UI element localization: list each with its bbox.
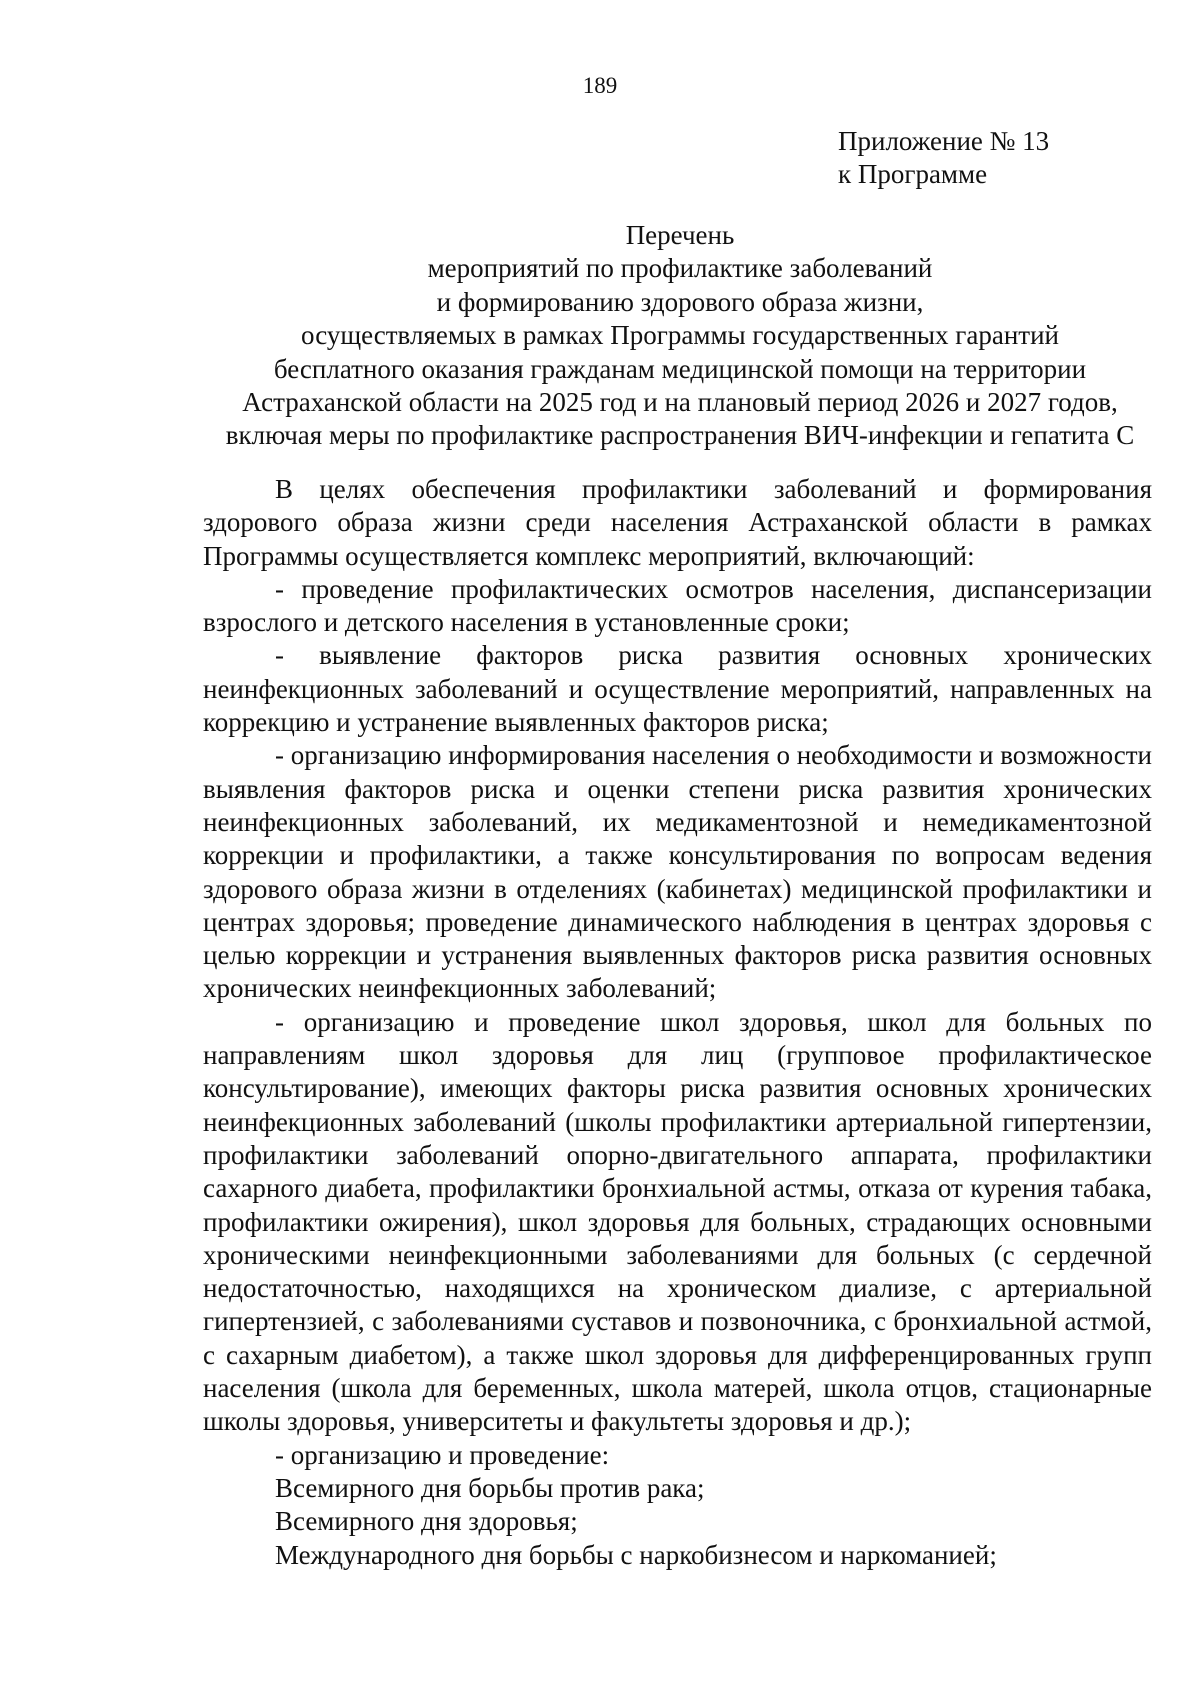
appendix-program: к Программе <box>838 159 988 189</box>
measure-item: - выявление факторов риска развития основных хронических неинфекционных заболеваний и осуществление мероприятий, направленных на коррекцию и устранение выявленных факторов риска; <box>203 640 1152 738</box>
event-item: Всемирного дня борьбы против рака; <box>275 1472 705 1503</box>
page-number: 189 <box>582 73 618 98</box>
heading-line: мероприятий по профилактике заболеваний <box>427 253 933 284</box>
heading-line: включая меры по профилактике распространения ВИЧ-инфекции и гепатита С <box>225 420 1135 451</box>
document-heading <box>200 219 1160 453</box>
heading-title: Перечень <box>625 220 735 250</box>
intro-paragraph: В целях обеспечения профилактики заболеваний и формирования здорового образа жизни среди населения Астраханской области в рамках Программы осуществляется комплекс мероприятий, включающий: <box>203 474 1152 571</box>
heading-line: и формированию здорового образа жизни, <box>436 286 924 317</box>
event-item: Всемирного дня здоровья; <box>275 1506 578 1537</box>
heading-line: осуществляемых в рамках Программы государственных гарантий <box>301 320 1059 351</box>
event-item: Международного дня борьбы с наркобизнесом и наркоманией; <box>275 1539 997 1570</box>
measure-item: - организацию и проведение школ здоровья, школ для больных по направлениям школ здоровья для лиц (групповое профилактическое консультирование), имеющих факторы риска развития основных хронических неинфекционных заболеваний (школы профилактики артериальной гипертензии, профилактики заболеваний опорно-двигательного аппарата, профилактики сахарного диабета, профилактики бронхиальной астмы, отказа от курения табака, профилактики ожирения), школ здоровья для больных, страдающих основными хроническими неинфекционными заболеваниями для больных (с сердечной недостаточностью, находящихся на хроническом диализе, с артериальной гипертензией, с заболеваниями суставов и позвоночника, с бронхиальной астмой, с сахарным диабетом), а также школ здоровья для дифференцированных групп населения (школа для беременных, школа матерей, школа отцов, стационарные школы здоровья, университеты и факультеты здоровья и др.); <box>203 1006 1152 1437</box>
measure-item: - проведение профилактических осмотров населения, диспансеризации взрослого и детского населения в установленные сроки; <box>203 573 1152 638</box>
appendix-reference <box>838 125 1049 191</box>
heading-line: бесплатного оказания гражданам медицинской помощи на территории <box>273 353 1087 384</box>
measure-item: - организацию информирования населения о необходимости и возможности выявления факторов риска и оценки степени риска развития хронических неинфекционных заболеваний, их медикаментозной и немедикаментозной коррекции и профилактики, а также консультирования по вопросам ведения здорового образа жизни в отделениях (кабинетах) медицинской профилактики и центрах здоровья; проведение динамического наблюдения в центрах здоровья с целью коррекции и устранения выявленных факторов риска развития основных хронических неинфекционных заболеваний; <box>203 740 1152 1004</box>
heading-line: Астраханской области на 2025 год и на плановый период 2026 и 2027 годов, <box>242 387 1118 418</box>
document-body <box>203 473 1152 1572</box>
measure-item: - организацию и проведение: <box>275 1439 610 1470</box>
appendix-number: Приложение № 13 <box>838 126 1050 156</box>
